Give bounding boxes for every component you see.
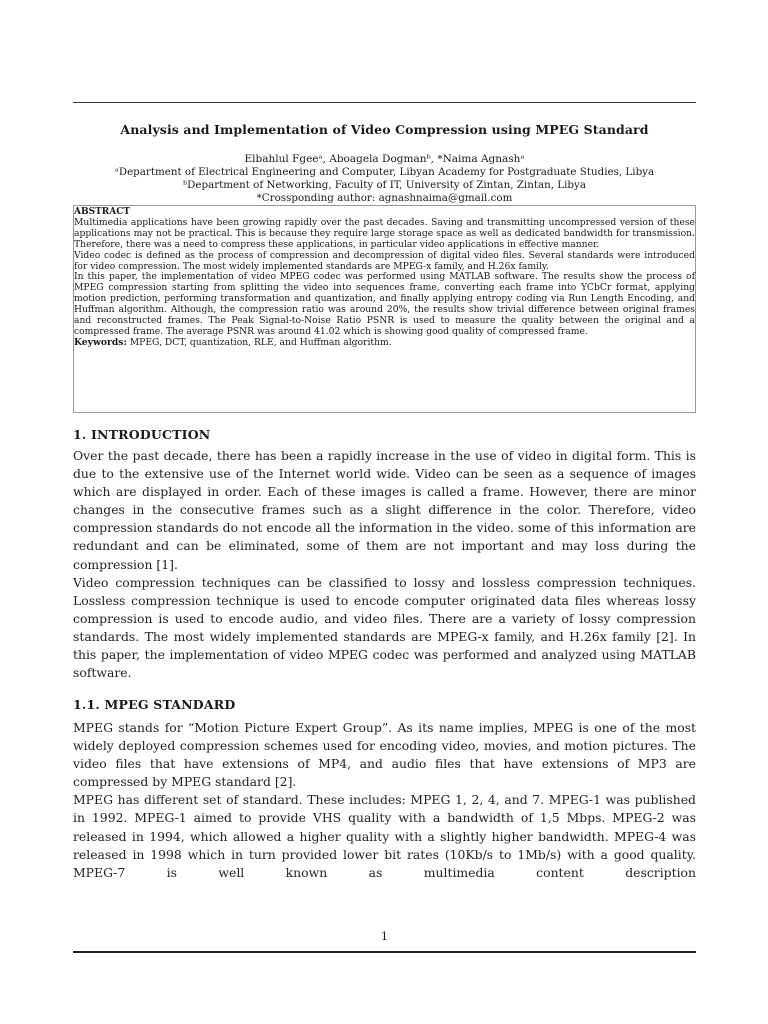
author-list: Elbahlul Fgeeᵃ, Aboagela Dogmanᵇ, *Naima Agnashᵃ — [244, 153, 525, 165]
affiliation-a: ᵃDepartment of Electrical Engineering and Computer, Libyan Academy for Postgraduate Studies, Libya — [114, 166, 655, 178]
paper-page — [73, 0, 696, 1024]
corresponding-author: *Crossponding author: agnashnaima@gmail.com — [256, 192, 513, 204]
introduction-paragraph-2: Video compression techniques can be classified to lossy and lossless compression techniques. Lossless compression technique is used to encode computer originated data files whereas lossy compression is used to encode audio, and video files. There are a variety of lossy compression standards. The most widely implemented standards are MPEG-x family, and H.26x family [2]. In this paper, the implementation of video MPEG codec was performed and analyzed using MATLAB software. — [73, 574, 696, 681]
mpeg-paragraph-2: MPEG has different set of standard. These includes: MPEG 1, 2, 4, and 7. MPEG-1 was published in 1992. MPEG-1 aimed to provide VHS quality with a bandwidth of 1,5 Mbps. MPEG-2 was released in 1994, which allowed a higher quality with a slightly higher bandwidth. MPEG-4 was released in 1998 which in turn provided lower bit rates (10Kb/s to 1Mb/s) with a good quality. MPEG-7 is well known as multimedia content description — [73, 792, 696, 880]
abstract-paragraph-3: In this paper, the implementation of video MPEG codec was performed using MATLAB software. The results show the process of MPEG compression starting from splitting the video into sequences frame, converting each frame into YCbCr format, applying motion prediction, performing transformation and quantization, and finally applying entropy coding via Run Length Encoding, and Huffman algorithm. Although, the compression ratio was around 20%, the results show trivial difference between original frames and reconstructed frames. The Peak Signal-to-Noise Ratio PSNR is used to measure the quality between the original and a compressed frame. The average PSNR was around 41.02 which is showing good quality of compressed frame. — [74, 271, 695, 337]
mpeg-paragraph-1: MPEG stands for “Motion Picture Expert Group”. As its name implies, MPEG is one of the most widely deployed compression schemes used for encoding video, movies, and motion pictures. The video files that have extensions of MP4, and audio files that have extensions of MP3 are compressed by MPEG standard [2]. — [73, 720, 696, 790]
affiliation-b: ᵇDepartment of Networking, Faculty of IT, University of Zintan, Zintan, Libya — [183, 179, 586, 191]
abstract — [74, 207, 695, 349]
introduction-paragraph-1: Over the past decade, there has been a rapidly increase in the use of video in digital form. This is due to the extensive use of the Internet world wide. Video can be seen as a sequence of images which are displayed in order. Each of these images is called a frame. However, there are minor changes in the consecutive frames such as a slight difference in the color. Therefore, video compression standards do not encode all the information in the video. some of this information are redundant and can be eliminated, some of them are not important and may loss during the compression [1]. — [73, 448, 696, 572]
section-heading-introduction: 1. INTRODUCTION — [73, 427, 211, 442]
abstract-heading: ABSTRACT — [74, 207, 131, 217]
abstract-box — [73, 205, 696, 413]
author-block — [73, 153, 696, 205]
section-heading-mpeg-standard: 1.1. MPEG STANDARD — [73, 697, 236, 712]
mpeg-standard-body — [73, 719, 696, 882]
introduction-body — [73, 447, 696, 682]
keywords-label: Keywords: — [74, 336, 127, 348]
top-rule — [73, 102, 696, 103]
keywords-text: MPEG, DCT, quantization, RLE, and Huffman algorithm. — [126, 336, 392, 348]
keywords-line — [74, 338, 695, 349]
bottom-rule — [73, 951, 696, 953]
abstract-paragraph-2: Video codec is defined as the process of compression and decompression of digital video files. Several standards were introduced for video compression. The most widely implemented standards are MPEG-x family, and H.26x family. — [74, 249, 695, 272]
paper-title: Analysis and Implementation of Video Compression using MPEG Standard — [120, 122, 649, 137]
page-number: 1 — [381, 930, 388, 943]
abstract-paragraph-1: Multimedia applications have been growing rapidly over the past decades. Saving and transmitting uncompressed version of these applications may not be practical. This is because they require large storage space as well as dedicated bandwidth for transmission. Therefore, there was a need to compress these applications, in particular video applications in effective manner. — [74, 216, 695, 250]
